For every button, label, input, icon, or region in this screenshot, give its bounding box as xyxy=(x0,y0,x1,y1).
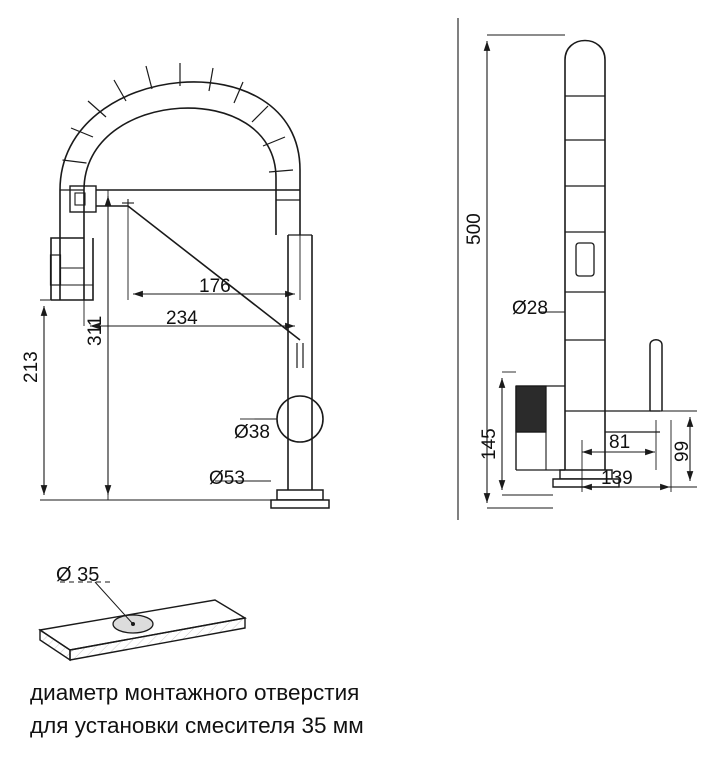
dim-d28: Ø28 xyxy=(512,298,548,319)
dim-500: 500 xyxy=(464,213,485,245)
front-view-dimensions xyxy=(40,190,300,500)
mounting-hole-view xyxy=(40,582,245,660)
side-view-dimensions xyxy=(487,35,697,508)
dim-139: 139 xyxy=(601,468,633,489)
dim-d35: Ø 35 xyxy=(56,564,100,586)
dim-311: 311 xyxy=(85,315,106,346)
mounting-note-line1: диаметр монтажного отверстия xyxy=(30,680,360,705)
mounting-note xyxy=(30,676,690,742)
dim-213: 213 xyxy=(21,351,42,383)
side-view xyxy=(516,41,662,488)
dim-176: 176 xyxy=(199,276,231,297)
front-view xyxy=(51,63,330,508)
mounting-note-line2: для установки смесителя 35 мм xyxy=(30,713,364,738)
dim-d53: Ø53 xyxy=(209,468,245,489)
dim-145: 145 xyxy=(479,428,500,460)
dim-d38: Ø38 xyxy=(234,422,270,443)
dim-234: 234 xyxy=(166,308,198,329)
dim-99: 99 xyxy=(672,440,693,462)
dim-81: 81 xyxy=(609,432,631,453)
